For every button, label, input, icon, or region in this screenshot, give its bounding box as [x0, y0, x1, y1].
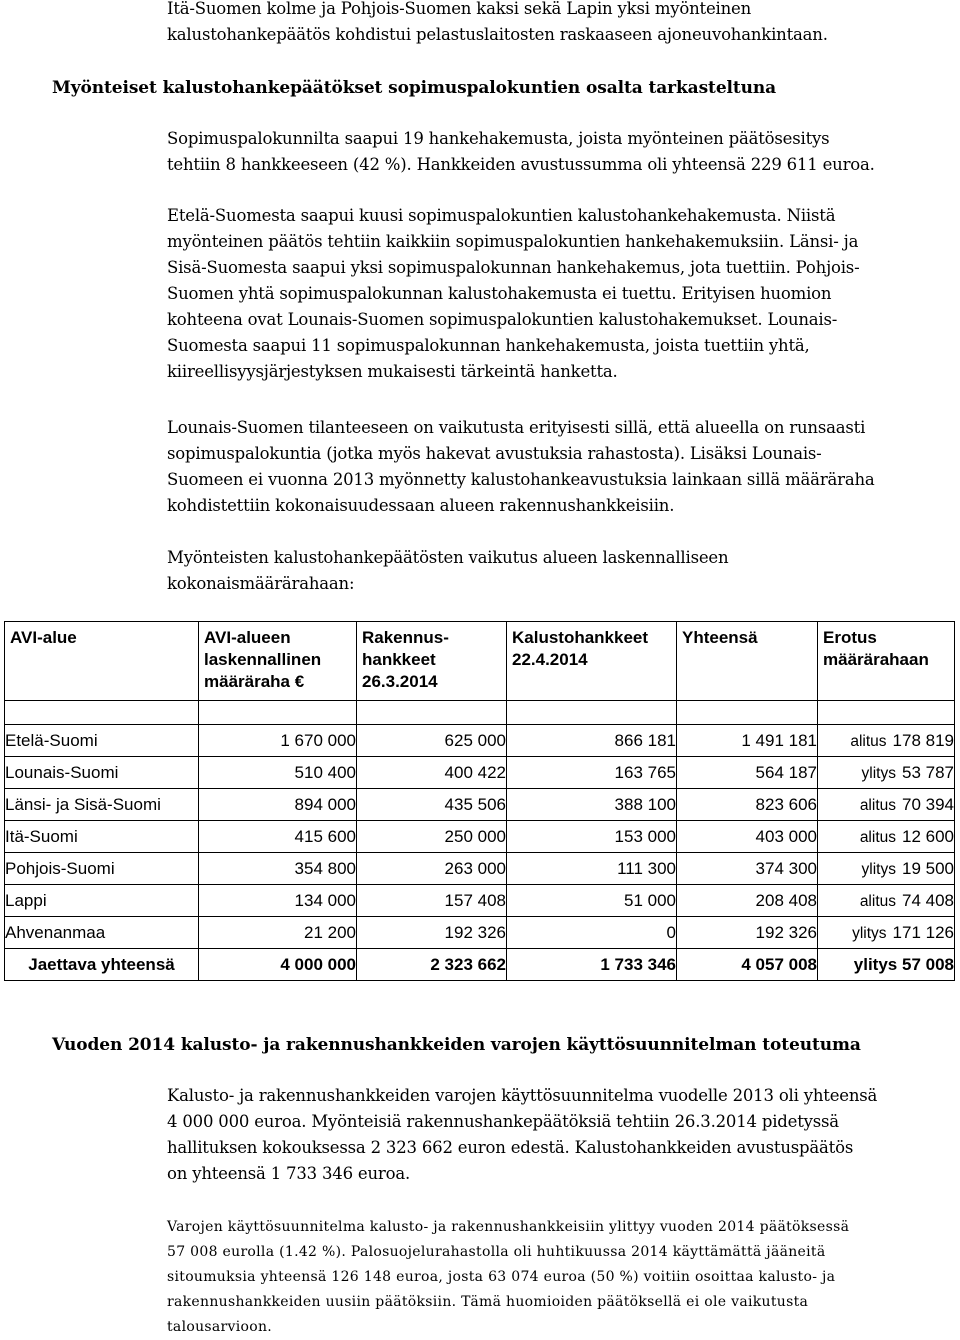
cell-maararaha: 894 000 — [199, 789, 357, 821]
cell-yhteensa: 403 000 — [677, 821, 818, 853]
table-row — [5, 725, 955, 757]
table-row — [5, 757, 955, 789]
text-line: Sopimuspalokunnilta saapui 19 hankehakemusta, joista myönteinen päätösesitys — [167, 129, 830, 148]
cell-erotus — [818, 789, 955, 821]
header-text: AVI-alueen — [204, 628, 291, 647]
erotus-value: 57 008 — [902, 954, 954, 974]
cell-rakennus: 250 000 — [357, 821, 507, 853]
header-text: Yhteensä — [682, 628, 758, 647]
table-spacer-row — [5, 701, 955, 725]
cell-erotus — [818, 853, 955, 885]
text-line: Varojen käyttösuunnitelma kalusto- ja rakennushankkeisiin ylittyy vuoden 2014 päätöksessä — [167, 1219, 850, 1235]
intro-line-1: Itä-Suomen kolme ja Pohjois-Suomen kaksi sekä Lapin yksi myönteinen — [167, 0, 752, 18]
erotus-value: 74 408 — [902, 890, 954, 910]
table-row — [5, 853, 955, 885]
text-line: Kalusto- ja rakennushankkeiden varojen käyttösuunnitelma vuodelle 2013 oli yhteensä — [167, 1086, 878, 1105]
intro-line-2: kalustohankepäätös kohdistui pelastuslaitosten raskaaseen ajoneuvohankintaan. — [167, 25, 828, 44]
erotus-label: alitus — [859, 828, 896, 846]
table-row — [5, 821, 955, 853]
cell-kalusto: 866 181 — [507, 725, 677, 757]
header-text: AVI-alue — [10, 628, 77, 647]
section2-paragraph-1 — [167, 1083, 877, 1187]
avi-budget-table — [4, 621, 955, 981]
cell-alue: Etelä-Suomi — [5, 725, 199, 757]
text-line: Lounais-Suomen tilanteeseen on vaikutusta erityisesti sillä, että alueella on runsaasti — [167, 418, 866, 437]
text-line: tehtiin 8 hankkeeseen (42 %). Hankkeiden avustussumma oli yhteensä 229 611 euroa. — [167, 155, 875, 174]
text-line: 4 000 000 euroa. Myönteisiä rakennushankepäätöksiä tehtiin 26.3.2014 pidetyssä — [167, 1112, 839, 1131]
cell-rakennus: 263 000 — [357, 853, 507, 885]
cell-erotus — [818, 725, 955, 757]
header-text: määrärahaan — [823, 650, 929, 669]
text-line: Suomeen ei vuonna 2013 myönnetty kalustohankeavustuksia lainkaan sillä määräraha — [167, 470, 875, 489]
table-row — [5, 789, 955, 821]
cell-yhteensa: 192 326 — [677, 917, 818, 949]
table-total-row — [5, 949, 955, 981]
text-line: Sisä-Suomesta saapui yksi sopimuspalokunnan hankehakemus, jota tuettiin. Pohjois- — [167, 258, 860, 277]
text-line: sitoumuksia yhteensä 126 148 euroa, josta 63 074 euroa (50 %) voitiin osoittaa kalusto- ja — [167, 1269, 836, 1285]
cell-yhteensa: 4 057 008 — [677, 949, 818, 981]
cell-maararaha: 415 600 — [199, 821, 357, 853]
text-line: Myönteisten kalustohankepäätösten vaikutus alueen laskennalliseen — [167, 548, 729, 567]
erotus-label: ylitys — [861, 860, 896, 878]
section2-paragraph-2 — [167, 1215, 849, 1340]
header-text: laskennallinen — [204, 650, 322, 669]
header-text: hankkeet — [362, 650, 436, 669]
erotus-label: ylitys — [852, 924, 887, 942]
cell-kalusto: 153 000 — [507, 821, 677, 853]
cell-yhteensa: 374 300 — [677, 853, 818, 885]
cell-alue: Pohjois-Suomi — [5, 853, 199, 885]
text-line: sopimuspalokuntia (jotka myös hakevat avustuksia rahastosta). Lisäksi Lounais- — [167, 444, 822, 463]
cell-erotus — [818, 917, 955, 949]
text-line: kohdistettiin kokonaisuudessaan alueen rakennushankkeisiin. — [167, 496, 675, 515]
header-laskennallinen-maararaha — [199, 622, 357, 701]
section2-heading: Vuoden 2014 kalusto- ja rakennushankkeiden varojen käyttösuunnitelman toteutuma — [52, 1035, 861, 1055]
header-text: Rakennus- — [362, 628, 449, 647]
section1-paragraph-3 — [167, 415, 875, 519]
cell-rakennus: 2 323 662 — [357, 949, 507, 981]
cell-maararaha: 354 800 — [199, 853, 357, 885]
erotus-label: ylitys — [853, 954, 898, 974]
cell-maararaha: 1 670 000 — [199, 725, 357, 757]
cell-rakennus: 400 422 — [357, 757, 507, 789]
header-text: 22.4.2014 — [512, 650, 588, 669]
erotus-label: alitus — [859, 892, 896, 910]
cell-yhteensa: 564 187 — [677, 757, 818, 789]
cell-alue: Itä-Suomi — [5, 821, 199, 853]
cell-alue: Lounais-Suomi — [5, 757, 199, 789]
header-kalustohankkeet — [507, 622, 677, 701]
erotus-label: alitus — [859, 796, 896, 814]
table-header-row — [5, 622, 955, 701]
erotus-value: 171 126 — [892, 922, 954, 942]
section1-heading: Myönteiset kalustohankepäätökset sopimuspalokuntien osalta tarkasteltuna — [52, 78, 777, 98]
header-rakennushankkeet — [357, 622, 507, 701]
cell-kalusto: 0 — [507, 917, 677, 949]
text-line: kohteena ovat Lounais-Suomen sopimuspalokuntien kalustohakemukset. Lounais- — [167, 310, 838, 329]
cell-maararaha: 4 000 000 — [199, 949, 357, 981]
cell-erotus — [818, 885, 955, 917]
text-line: 57 008 eurolla (1.42 %). Palosuojelurahastolla oli huhtikuussa 2014 käyttämättä jääneitä — [167, 1244, 826, 1260]
erotus-label: alitus — [850, 732, 887, 750]
cell-erotus — [818, 949, 955, 981]
cell-maararaha: 21 200 — [199, 917, 357, 949]
cell-rakennus: 625 000 — [357, 725, 507, 757]
cell-rakennus: 192 326 — [357, 917, 507, 949]
cell-yhteensa: 208 408 — [677, 885, 818, 917]
text-line: rakennushankkeiden uusiin päätöksiin. Tämä huomioiden päätöksellä ei ole vaikutusta — [167, 1294, 809, 1310]
text-line: Etelä-Suomesta saapui kuusi sopimuspalokuntien kalustohankehakemusta. Niistä — [167, 206, 836, 225]
section1-paragraph-4 — [167, 545, 728, 597]
erotus-label: ylitys — [861, 764, 896, 782]
text-line: myönteinen päätös tehtiin kaikkiin sopimuspalokuntien hankehakemuksiin. Länsi- ja — [167, 232, 859, 251]
intro-paragraph — [167, 0, 828, 48]
header-erotus — [818, 622, 955, 701]
cell-alue: Jaettava yhteensä — [5, 949, 199, 981]
text-line: Suomen yhtä sopimuspalokunnan kalustohakemusta ei tuettu. Erityisen huomion — [167, 284, 832, 303]
cell-rakennus: 435 506 — [357, 789, 507, 821]
text-line: on yhteensä 1 733 346 euroa. — [167, 1164, 411, 1183]
header-text: Kalustohankkeet — [512, 628, 649, 647]
header-text: Erotus — [823, 628, 877, 647]
erotus-value: 19 500 — [902, 858, 954, 878]
text-line: Suomesta saapui 11 sopimuspalokunnan hankehakemusta, joista tuettiin yhtä, — [167, 336, 810, 355]
cell-yhteensa: 1 491 181 — [677, 725, 818, 757]
erotus-value: 178 819 — [892, 730, 954, 750]
cell-erotus — [818, 821, 955, 853]
cell-kalusto: 1 733 346 — [507, 949, 677, 981]
header-avi-alue — [5, 622, 199, 701]
text-line: kiireellisyysjärjestyksen mukaisesti tärkeintä hanketta. — [167, 362, 618, 381]
cell-rakennus: 157 408 — [357, 885, 507, 917]
text-line: hallituksen kokouksessa 2 323 662 euron edestä. Kalustohankkeiden avustuspäätös — [167, 1138, 854, 1157]
cell-alue: Länsi- ja Sisä-Suomi — [5, 789, 199, 821]
cell-yhteensa: 823 606 — [677, 789, 818, 821]
table-row — [5, 917, 955, 949]
cell-kalusto: 51 000 — [507, 885, 677, 917]
cell-erotus — [818, 757, 955, 789]
cell-maararaha: 134 000 — [199, 885, 357, 917]
section1-paragraph-1 — [167, 126, 875, 178]
text-line: talousarvioon. — [167, 1319, 273, 1335]
section1-paragraph-2 — [167, 203, 859, 385]
text-line: kokonaismäärärahaan: — [167, 574, 355, 593]
cell-kalusto: 388 100 — [507, 789, 677, 821]
cell-kalusto: 111 300 — [507, 853, 677, 885]
cell-kalusto: 163 765 — [507, 757, 677, 789]
cell-maararaha: 510 400 — [199, 757, 357, 789]
erotus-value: 70 394 — [902, 794, 954, 814]
table-row — [5, 885, 955, 917]
header-text: määräraha € — [204, 672, 305, 691]
erotus-value: 12 600 — [902, 826, 954, 846]
erotus-value: 53 787 — [902, 762, 954, 782]
header-text: 26.3.2014 — [362, 672, 438, 691]
cell-alue: Ahvenanmaa — [5, 917, 199, 949]
header-yhteensa — [677, 622, 818, 701]
cell-alue: Lappi — [5, 885, 199, 917]
